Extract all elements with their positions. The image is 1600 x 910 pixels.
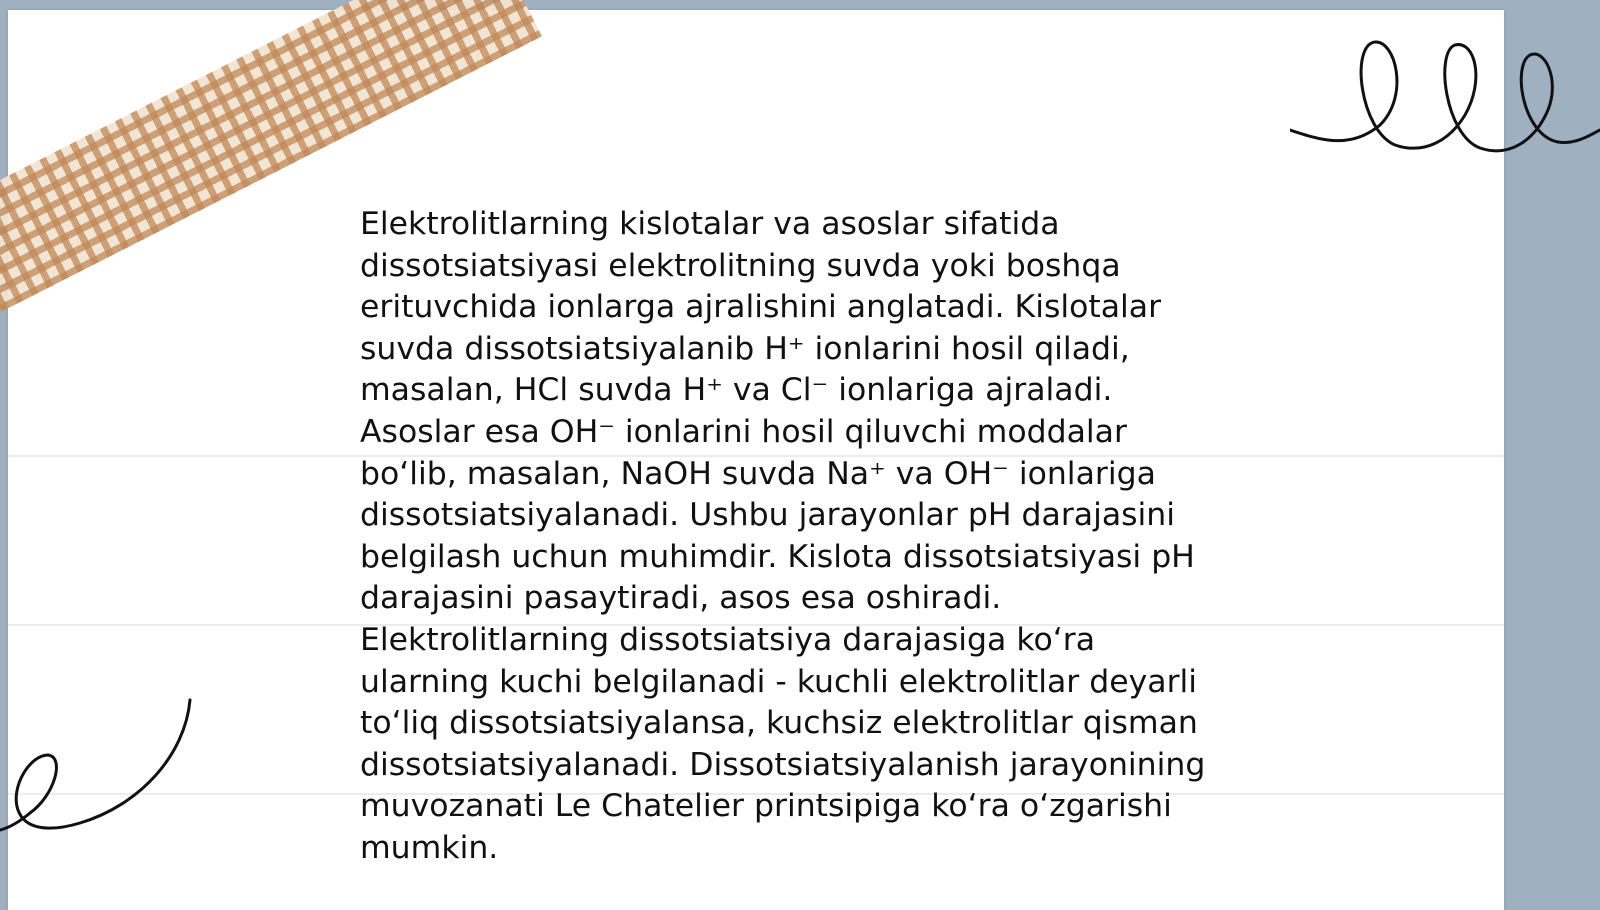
loop-squiggle-decoration xyxy=(1290,30,1600,160)
checkmark-squiggle-decoration xyxy=(0,695,200,845)
body-paragraph: Elektrolitlarning kislotalar va asoslar sifatida dissotsiatsiyasi elektrolitning suvda yoki boshqa erituvchida ionlarga ajralishini anglatadi. Kislotalar suvda dissotsiatsiyalanib H⁺ ionlarini hosil qiladi, masalan, HCl suvda H⁺ va Cl⁻ ionlariga ajraladi. Asoslar esa OH⁻ ionlarini hosil qiluvchi moddalar boʻlib, masalan, NaOH suvda Na⁺ va OH⁻ ionlariga dissotsiatsiyalanadi. Ushbu jarayonlar pH darajasini belgilash uchun muhimdir. Kislota dissotsiatsiyasi pH darajasini pasaytiradi, asos esa oshiradi. Elektrolitlarning dissotsiatsiya darajasiga koʻra ularning kuchi belgilanadi - kuchli elektrolitlar deyarli toʻliq dissotsiatsiyalansa, kuchsiz elektrolitlar qisman dissotsiatsiyalanadi. Dissotsiatsiyalanish jarayonining muvozanati Le Chatelier printsipiga koʻra oʻzgarishi mumkin. xyxy=(360,206,1206,866)
